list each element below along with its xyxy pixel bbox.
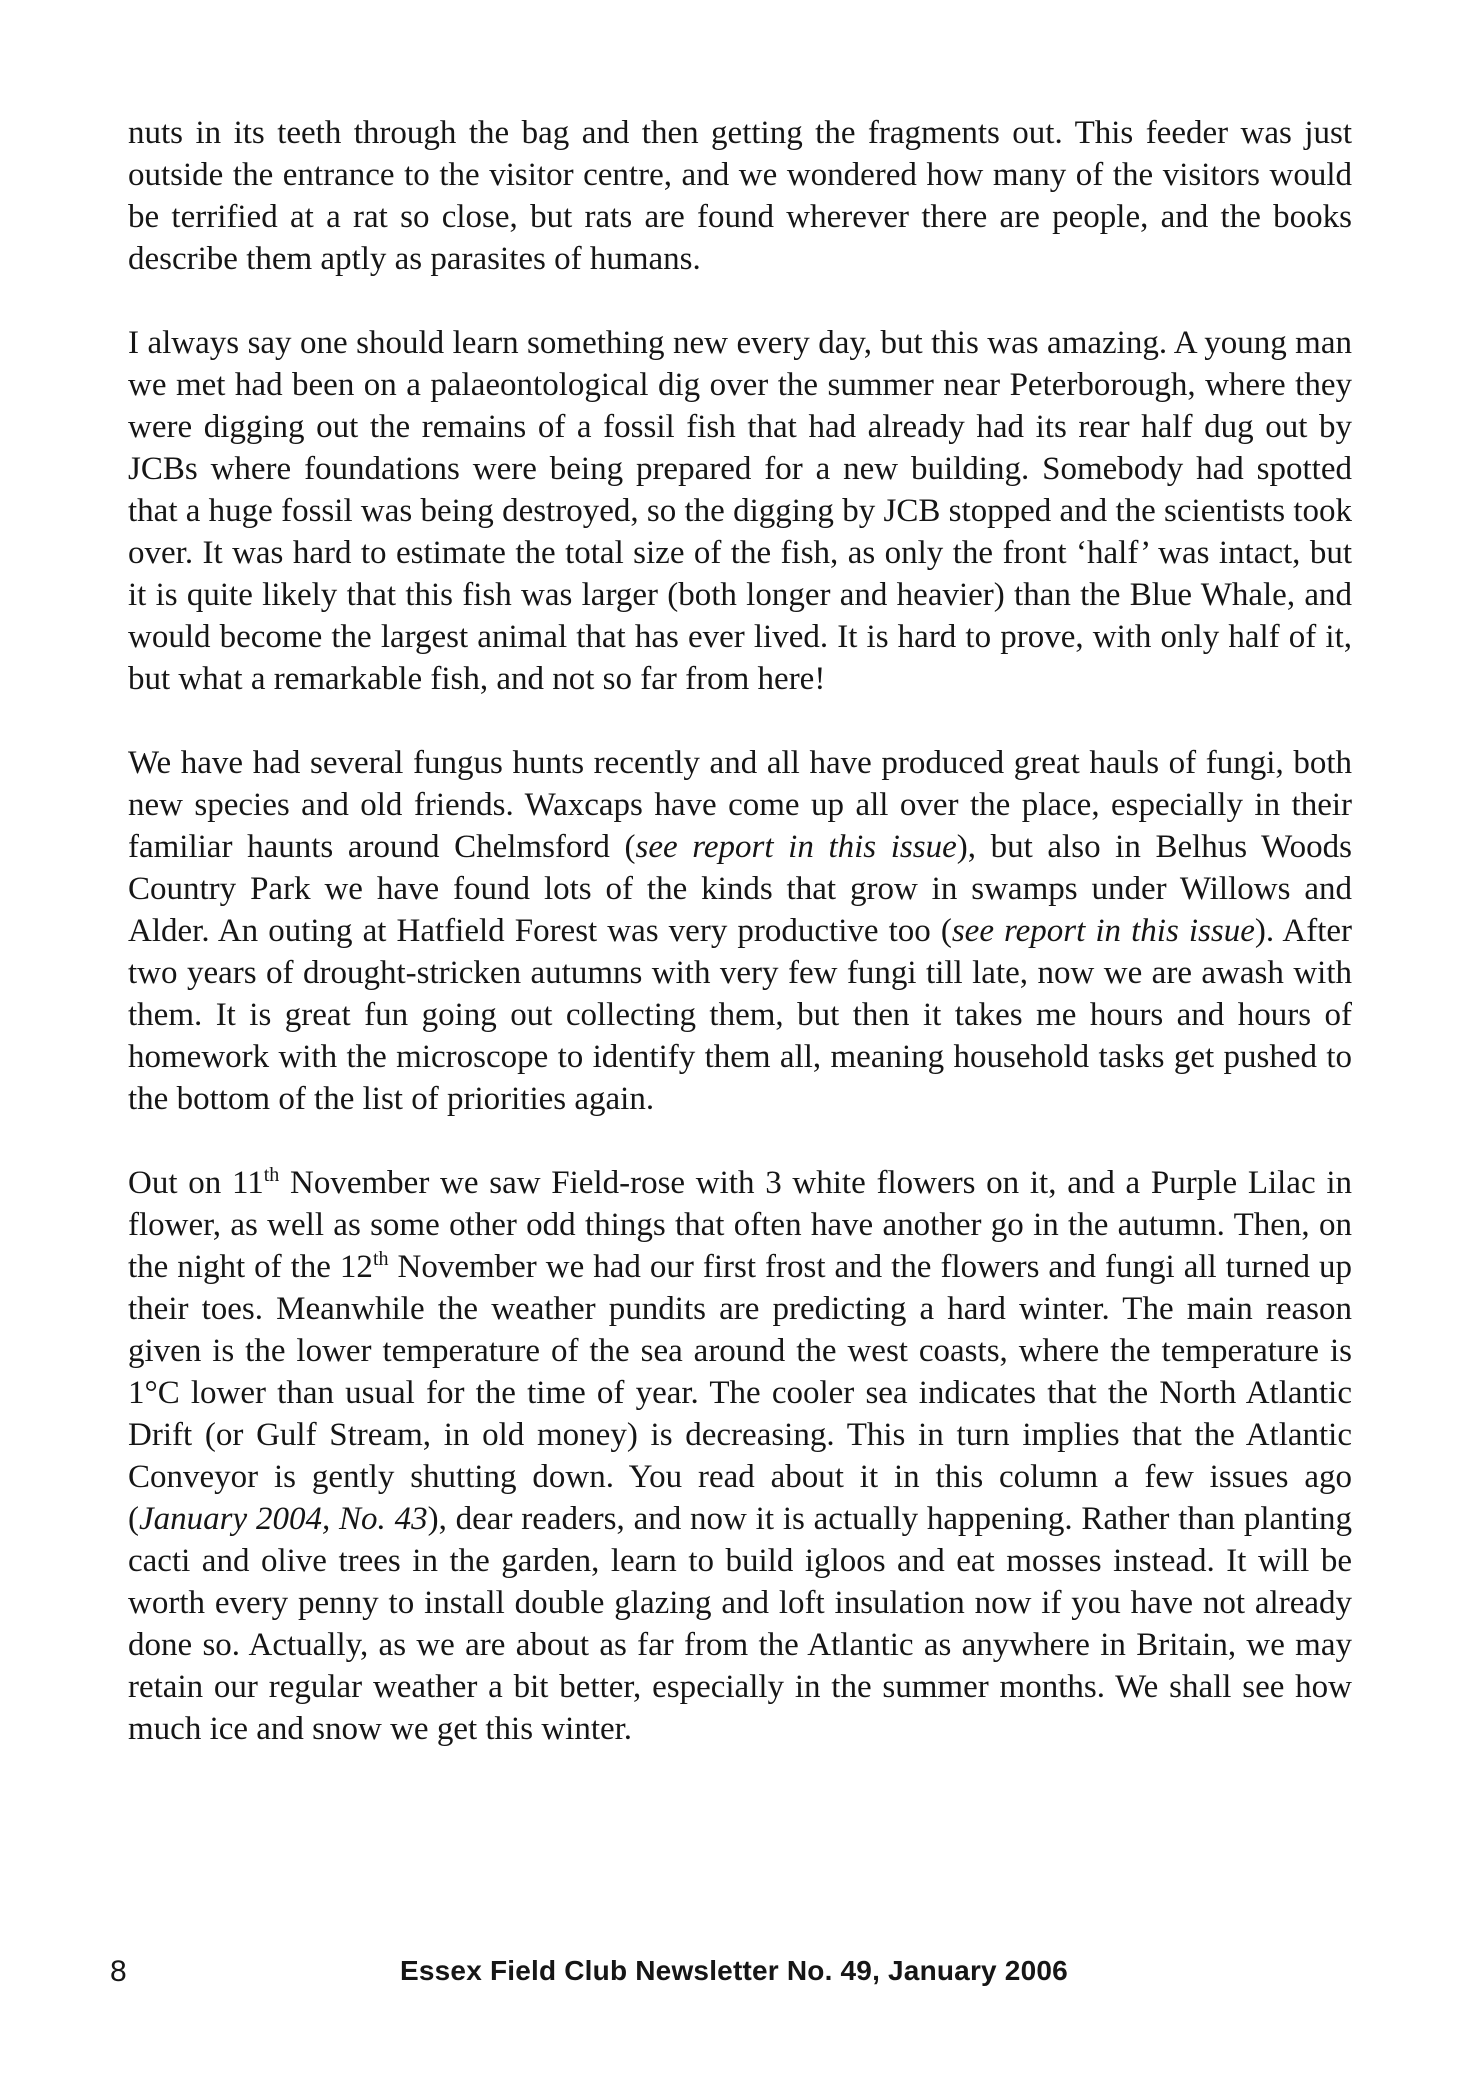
paragraph-4 <box>128 1162 1352 1750</box>
paragraph-4-text-d: ), dear readers, and now it is actually happening. Rather than planting cacti and olive trees in the garden, learn to build igloos and eat mosses instead. It will be worth every penny to install double glazing and loft insulation now if you have not already done so. Actually, as we are about as far from the Atlantic as anywhere in Britain, we may retain our regular weather a bit better, especially in the summer months. We shall see how much ice and snow we get this winter. <box>128 1501 1352 1747</box>
paragraph-1-text: nuts in its teeth through the bag and then getting the fragments out. This feeder was just outside the entrance to the visitor centre, and we wondered how many of the visitors would be terrified at a rat so close, but rats are found wherever there are people, and the books describe them aptly as parasites of humans. <box>128 115 1352 277</box>
paragraph-4-ordinal-suffix-a: th <box>263 1164 280 1186</box>
paragraph-3 <box>128 742 1352 1120</box>
paragraph-2-text: I always say one should learn something new every day, but this was amazing. A young man we met had been on a palaeontological dig over the summer near Peterborough, where they were digging out the remains of a fossil fish that had already had its rear half dug out by JCBs where foundations were being prepared for a new building. Somebody had spotted that a huge fossil was being destroyed, so the digging by JCB stopped and the scientists took over. It was hard to estimate the total size of the fish, as only the front ‘half’ was intact, but it is quite likely that this fish was larger (both longer and heavier) than the Blue Whale, and would become the largest animal that has ever lived. It is hard to prove, with only half of it, but what a remarkable fish, and not so far from here! <box>128 325 1352 697</box>
newsletter-title: Essex Field Club Newsletter No. 49, January 2006 <box>400 1955 1068 1986</box>
article-body <box>128 112 1352 1750</box>
paragraph-3-text-c: ). After two years of drought-stricken autumns with very few fungi till late, now we are awash with them. It is great fun going out collecting them, but then it takes me hours and hours of homework with the microscope to identify them all, meaning household tasks get pushed to the bottom of the list of priorities again. <box>128 913 1353 1117</box>
page-footer <box>110 1955 1370 1995</box>
paragraph-4-ordinal-suffix-b: th <box>372 1248 389 1270</box>
paragraph-3-italic-reference-a: see report in this issue <box>635 829 957 865</box>
paragraph-4-text-c: November we had our first frost and the flowers and fungi all turned up their toes. Meanwhile the weather pundits are predicting a hard winter. The main reason given is the lower temperature of the sea around the west coasts, where the temperature is 1°C lower than usual for the time of year. The cooler sea indicates that the North Atlantic Drift (or Gulf Stream, in old money) is decreasing. This in turn implies that the Atlantic Conveyor is gently shutting down. You read about it in this column a few issues ago ( <box>128 1249 1352 1537</box>
page-number: 8 <box>110 1955 127 1988</box>
paragraph-4-text-a: Out on 11 <box>128 1165 264 1201</box>
paragraph-1 <box>128 112 1352 280</box>
paragraph-2 <box>128 322 1352 700</box>
paragraph-3-italic-reference-b: see report in this issue <box>951 913 1255 949</box>
paragraph-4-text-b: November we saw Field-rose with 3 white flowers on it, and a Purple Lilac in flower, as well as some other odd things that often have another go in the autumn. Then, on the night of the 12 <box>128 1165 1352 1285</box>
paragraph-3-text-a: We have had several fungus hunts recently and all have produced great hauls of fungi, both new species and old friends. Waxcaps have come up all over the place, especially in their familiar haunts around Chelmsford ( <box>128 745 1352 865</box>
paragraph-4-italic-reference: January 2004, No. 43 <box>139 1501 428 1537</box>
paragraph-3-text-b: ), but also in Belhus Woods Country Park we have found lots of the kinds that grow in swamps under Willows and Alder. An outing at Hatfield Forest was very productive too ( <box>128 829 1353 949</box>
